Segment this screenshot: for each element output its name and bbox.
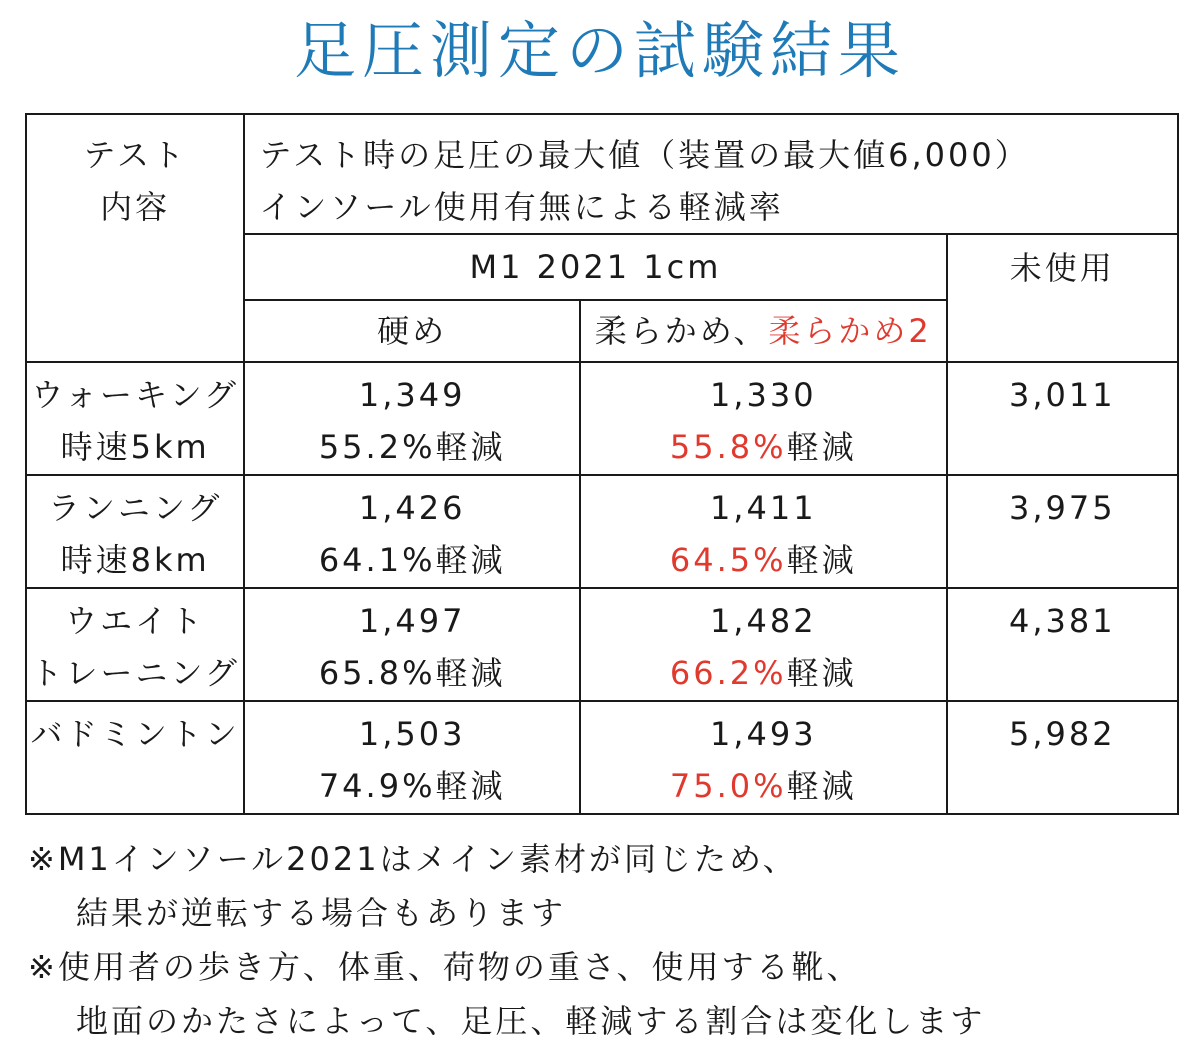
header-test-label: テスト: [83, 136, 188, 174]
header-description-cell: [244, 114, 1178, 234]
table-row: [26, 362, 1178, 475]
header-row-description: [26, 114, 1178, 234]
hard-result-cell: [244, 701, 580, 814]
test-name-cell: [26, 362, 244, 475]
header-description-line: インソール使用有無による軽減率: [259, 188, 784, 226]
note-line: 結果が逆転する場合もあります: [76, 894, 567, 932]
unused-value: 3,975: [1008, 489, 1116, 527]
header-test-label: 内容: [100, 188, 171, 226]
header-soft2-label: 柔らかめ2: [768, 312, 932, 350]
hard-result-cell: [244, 362, 580, 475]
unused-result-cell: [947, 701, 1178, 814]
test-name-cell: [26, 475, 244, 588]
header-unused-label: 未使用: [1009, 249, 1115, 287]
test-name: ランニング: [48, 489, 223, 527]
result-table: [25, 113, 1179, 815]
hard-rate: 65.8%軽減: [318, 654, 506, 692]
unused-result-cell: [947, 362, 1178, 475]
soft-rate-suffix: 軽減: [786, 767, 857, 805]
note-line: 地面のかたさによって、足圧、軽減する割合は変化します: [76, 1002, 986, 1040]
soft-result-cell: [580, 588, 947, 701]
header-soft-cell: [580, 300, 947, 362]
soft-rate: 64.5%: [669, 541, 787, 579]
notes: [28, 832, 1178, 1048]
unused-value: 4,381: [1008, 602, 1116, 640]
test-condition: 時速8km: [60, 541, 210, 579]
table-row: [26, 701, 1178, 814]
soft-value: 1,493: [709, 715, 817, 753]
unused-value: 3,011: [1008, 376, 1116, 414]
hard-value: 1,503: [358, 715, 466, 753]
soft-result-cell: [580, 701, 947, 814]
test-name: バドミントン: [30, 715, 240, 753]
test-name: ウエイト: [65, 602, 206, 640]
unused-result-cell: [947, 475, 1178, 588]
hard-value: 1,426: [358, 489, 466, 527]
header-soft-label: 柔らかめ、: [594, 312, 769, 350]
soft-rate-suffix: 軽減: [786, 541, 857, 579]
test-condition: トレーニング: [30, 654, 240, 692]
header-unused-cell: [947, 234, 1178, 362]
soft-result-cell: [580, 475, 947, 588]
unused-result-cell: [947, 588, 1178, 701]
hard-value: 1,497: [358, 602, 466, 640]
soft-result-cell: [580, 362, 947, 475]
header-product-cell: [244, 234, 946, 300]
test-name-cell: [26, 701, 244, 814]
hard-rate: 55.2%軽減: [318, 428, 506, 466]
soft-value: 1,330: [709, 376, 817, 414]
soft-rate: 75.0%: [669, 767, 787, 805]
header-hard-label: 硬め: [377, 312, 448, 350]
test-name: ウォーキング: [31, 376, 240, 414]
note-line: ※M1インソール2021はメイン素材が同じため、: [28, 840, 798, 878]
header-hard-cell: [244, 300, 580, 362]
table-row: [26, 475, 1178, 588]
header-description-line: テスト時の足圧の最大値（装置の最大値6,000）: [259, 136, 1030, 174]
table-row: [26, 588, 1178, 701]
hard-result-cell: [244, 588, 580, 701]
hard-rate: 64.1%軽減: [318, 541, 506, 579]
test-condition: 時速5km: [60, 428, 210, 466]
soft-value: 1,482: [709, 602, 817, 640]
note-line: ※使用者の歩き方、体重、荷物の重さ、使用する靴、: [28, 948, 862, 986]
test-name-cell: [26, 588, 244, 701]
hard-result-cell: [244, 475, 580, 588]
soft-rate: 66.2%: [669, 654, 787, 692]
page-title: 足圧測定の試験結果: [293, 14, 906, 87]
soft-value: 1,411: [709, 489, 817, 527]
header-test-cell: [26, 114, 244, 362]
header-product-label: M1 2021 1cm: [469, 248, 722, 286]
hard-rate: 74.9%軽減: [318, 767, 506, 805]
soft-rate-suffix: 軽減: [786, 654, 857, 692]
soft-rate-suffix: 軽減: [786, 428, 857, 466]
hard-value: 1,349: [358, 376, 466, 414]
unused-value: 5,982: [1008, 715, 1116, 753]
soft-rate: 55.8%: [669, 428, 787, 466]
